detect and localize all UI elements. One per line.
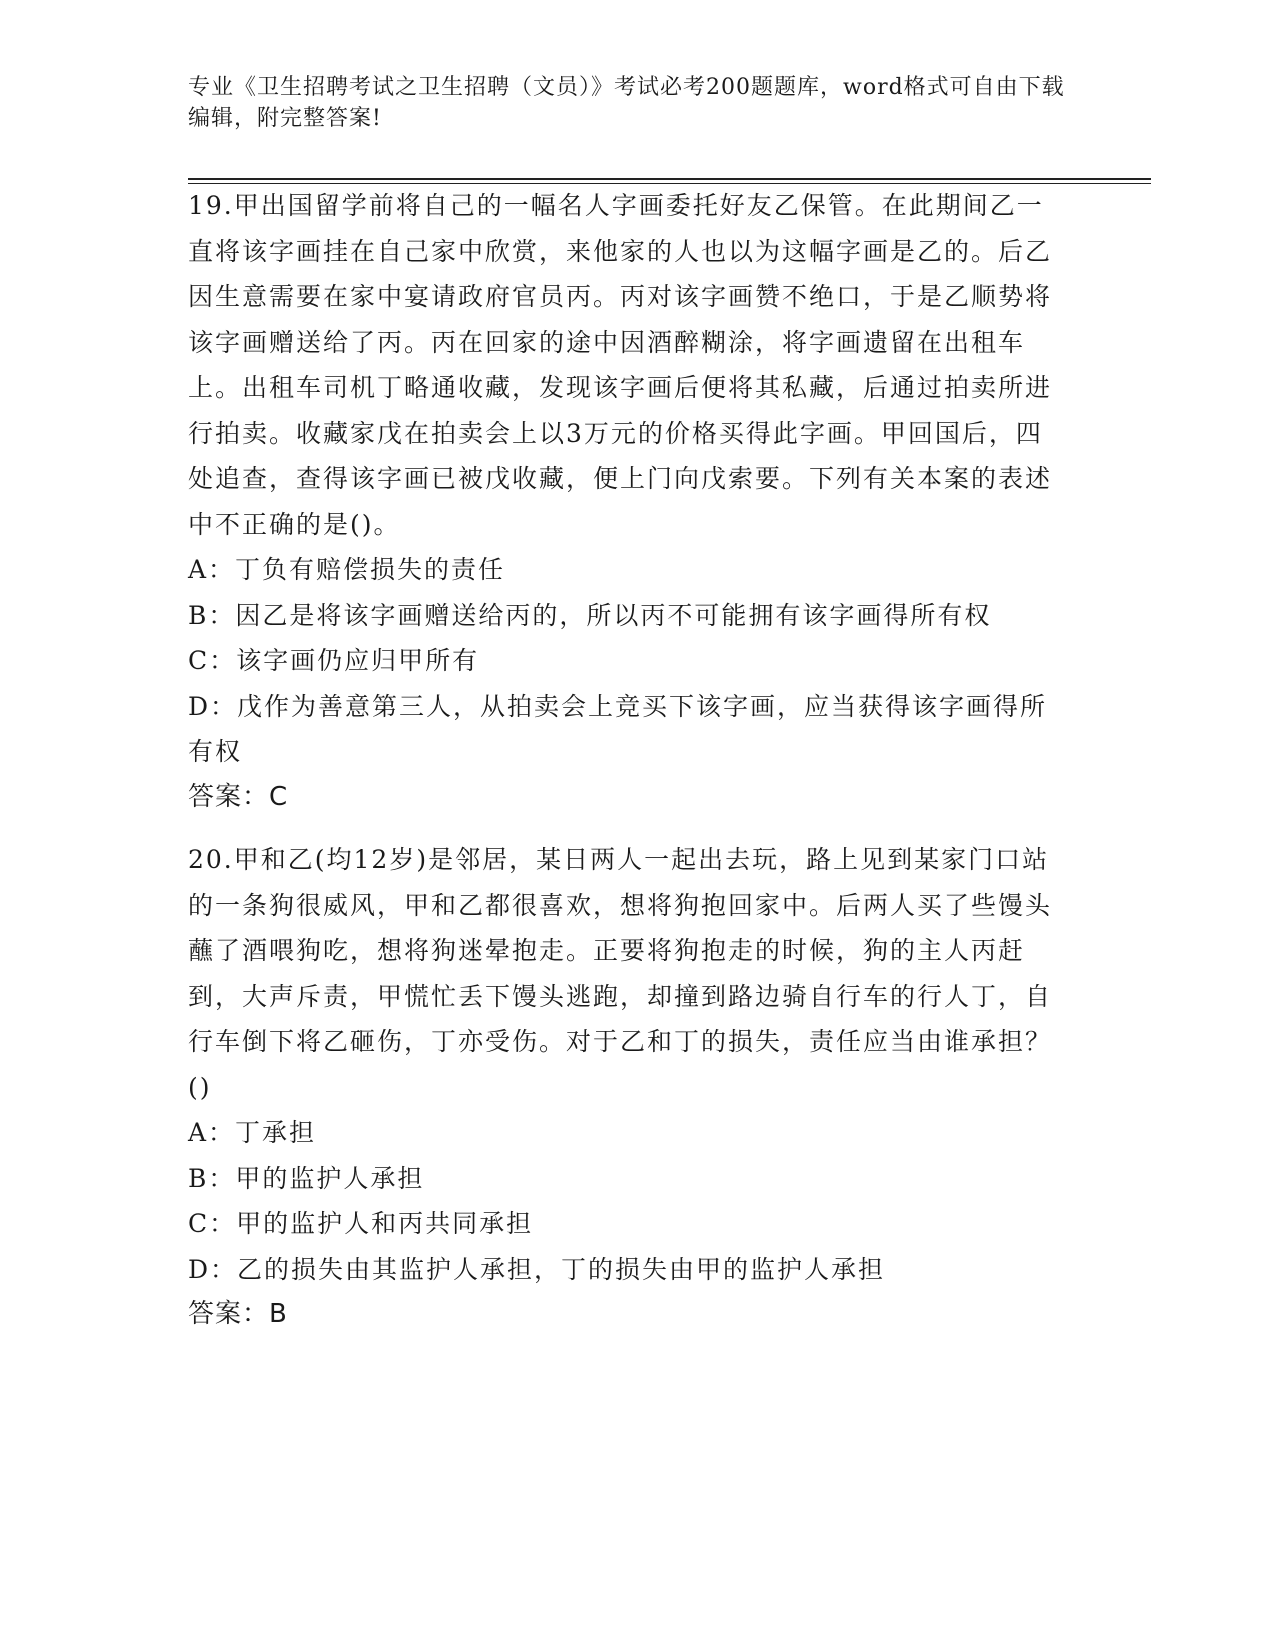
option-d: D：戊作为善意第三人，从拍卖会上竞买下该字画，应当获得该字画得所有权 — [188, 691, 1048, 766]
page-header: 专业《卫生招聘考试之卫生招聘（文员）》考试必考200题题库，word格式可自由下载编辑，附完整答案! — [188, 75, 1065, 131]
option-a: A：丁承担 — [188, 1118, 317, 1147]
option-b: B：甲的监护人承担 — [188, 1163, 425, 1193]
option-b: B：因乙是将该字画赠送给丙的，所以丙不可能拥有该字画得所有权 — [188, 600, 992, 630]
header-divider — [188, 178, 1151, 180]
question-19 — [188, 183, 1068, 820]
answer: 答案：C — [188, 781, 289, 812]
option-d: D：乙的损失由其监护人承担，丁的损失由甲的监护人承担 — [188, 1254, 886, 1284]
answer: 答案：B — [188, 1299, 288, 1329]
option-a: A：丁负有赔偿损失的责任 — [188, 555, 506, 584]
option-c: C：该字画仍应归甲所有 — [188, 646, 480, 675]
question-text: 20.甲和乙(均12岁)是邻居，某日两人一起出去玩，路上见到某家门口站的一条狗很威风，甲和乙都很喜欢，想将狗抱回家中。后两人买了些馒头蘸了酒喂狗吃，想将狗迷晕抱走。正要将狗抱走的时候，狗的主人丙赶到，大声斥责，甲慌忙丢下馒头逃跑，却撞到路边骑自行车的行人丁，自行车倒下将乙砸伤，丁亦受伤。对于乙和丁的损失，责任应当由谁承担？() — [188, 845, 1053, 1102]
option-c: C：甲的监护人和丙共同承担 — [188, 1209, 534, 1238]
question-text: 19.甲出国留学前将自己的一幅名人字画委托好友乙保管。在此期间乙一直将该字画挂在自己家中欣赏，来他家的人也以为这幅字画是乙的。后乙因生意需要在家中宴请政府官员丙。丙对该字画赞不绝口，于是乙顺势将该字画赠送给了丙。丙在回家的途中因酒醉糊涂，将字画遗留在出租车上。出租车司机丁略通收藏，发现该字画后便将其私藏，后通过拍卖所进行拍卖。收藏家戊在拍卖会上以3万元的价格买得此字画。甲回国后，四处追查，查得该字画已被戊收藏，便上门向戊索要。下列有关本案的表述中不正确的是()。 — [188, 191, 1053, 539]
question-20 — [188, 837, 1068, 1338]
